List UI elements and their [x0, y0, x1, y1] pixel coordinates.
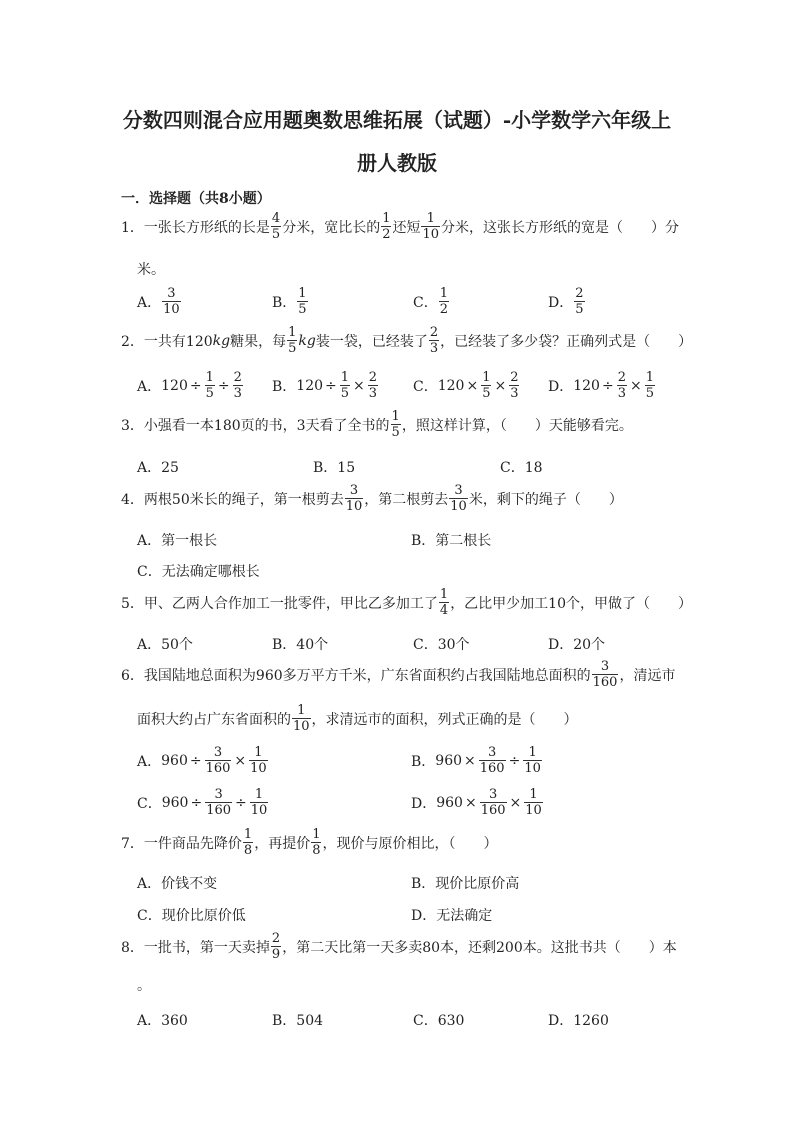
question-7: 7．一件商品先降价 $\frac{1}{8}$ ，再提价 $\frac{1}{8}$ ，现价与原价相比，（ ） [121, 827, 498, 858]
q3-option-b: B．15 [313, 460, 356, 476]
q6-option-c: C． 960 ÷ $\frac{3}{160}$ ÷ $\frac{1}{10}$ [137, 787, 268, 818]
fraction: $\frac{4}{5}$ [271, 211, 281, 242]
fraction: $\frac{1}{10}$ [422, 211, 440, 242]
question-1: 1．一张长方形纸的长是 $\frac{4}{5}$ 分米，宽比长的 $\frac{1}{2}$ 还短 $\frac{1}{10}$ 分米，这张长方形纸的宽是（ ）分 [121, 211, 680, 242]
doc-title-line2: 册人教版 [357, 151, 437, 175]
fraction: $\frac{2}{3}$ [429, 325, 439, 356]
q4-option-c: C．无法确定哪根长 [137, 564, 260, 580]
doc-title-line1: 分数四则混合应用题奥数思维拓展（试题）-小学数学六年级上 [122, 108, 672, 132]
q5-option-b: B．40个 [272, 637, 329, 653]
question-6-cont: 面积大约占广东省面积的 $\frac{1}{10}$ ，求清远市的面积，列式正确的是（ ） [137, 703, 578, 734]
q7-option-a: A．价钱不变 [137, 876, 218, 892]
q1-option-a: A． $\frac{3}{10}$ [137, 286, 180, 317]
q5-option-c: C．30个 [413, 637, 470, 653]
section-heading: 一．选择题（共8小题） [121, 191, 271, 207]
q5-option-a: A．50个 [137, 637, 193, 653]
fraction: $\frac{2}{9}$ [271, 931, 281, 962]
fraction: $\frac{1}{5}$ [391, 409, 400, 440]
q6-option-a: A． 960 ÷ $\frac{3}{160}$ × $\frac{1}{10}$ [137, 745, 267, 776]
fraction: $\frac{1}{8}$ [243, 827, 253, 858]
question-3: 3．小强看一本180页的书，3天看了全书的 $\frac{1}{5}$ ，照这样计算，（ ）天能够看完。 [121, 409, 633, 440]
fraction: $\frac{3}{160}$ [592, 659, 618, 690]
q1-option-b: B． $\frac{1}{5}$ [272, 286, 307, 317]
question-8-cont: 。 [137, 978, 151, 994]
q7-option-c: C．现价比原价低 [137, 908, 246, 924]
question-6: 6．我国陆地总面积为960多万平方千米，广东省面积约占我国陆地总面积的 $\frac{3}{160}$ ，清远市 [121, 659, 676, 690]
q4-option-b: B．第二根长 [411, 533, 492, 549]
q5-option-d: D．20个 [548, 637, 606, 653]
question-2: 2．一共有120 kg 糖果，每 $\frac{1}{5}$ kg 装一袋，已经装了 $\frac{2}{3}$ ，已经装了多少袋？正确列式是（ ） [121, 325, 693, 356]
q1-option-c: C． $\frac{1}{2}$ [413, 286, 448, 317]
q6-option-d: D． 960 × $\frac{3}{160}$ × $\frac{1}{10}$ [411, 787, 542, 818]
q4-option-a: A．第一根长 [137, 533, 218, 549]
q2-option-a: A． 120 ÷ $\frac{1}{5}$ ÷ $\frac{2}{3}$ [137, 370, 242, 401]
question-8: 8．一批书，第一天卖掉 $\frac{2}{9}$ ，第二天比第一天多卖80本，还剩200本。这批书共（ ）本 [121, 931, 677, 962]
q8-option-b: B．504 [272, 1013, 324, 1029]
q3-option-a: A．25 [137, 460, 179, 476]
question-4: 4．两根50米长的绳子，第一根剪去 $\frac{3}{10}$ ，第二根剪去 $\frac{3}{10}$ 米，剩下的绳子（ ） [121, 483, 623, 514]
q2-option-c: C． 120 × $\frac{1}{5}$ × $\frac{2}{3}$ [413, 370, 519, 401]
fraction: $\frac{1}{10}$ [293, 703, 310, 734]
question-5: 5．甲、乙两人合作加工一批零件，甲比乙多加工了 $\frac{1}{4}$ ，乙比甲少加工10个，甲做了（ ） [121, 587, 693, 618]
q6-option-b: B． 960 × $\frac{3}{160}$ ÷ $\frac{1}{10}$ [411, 745, 541, 776]
q2-option-d: D． 120 ÷ $\frac{2}{3}$ × $\frac{1}{5}$ [548, 370, 654, 401]
q7-option-d: D．无法确定 [411, 908, 493, 924]
fraction: $\frac{3}{10}$ [345, 483, 363, 514]
q8-option-c: C．630 [413, 1013, 465, 1029]
q8-option-d: D．1260 [548, 1013, 609, 1029]
q3-option-c: C．18 [500, 460, 543, 476]
fraction: $\frac{1}{5}$ [288, 325, 297, 356]
fraction: $\frac{1}{4}$ [439, 587, 449, 618]
question-1-cont: 米。 [137, 262, 165, 278]
fraction: $\frac{3}{10}$ [450, 483, 467, 514]
q8-option-a: A．360 [137, 1013, 188, 1029]
q1-option-d: D． $\frac{2}{5}$ [548, 286, 584, 317]
fraction: $\frac{1}{8}$ [312, 827, 321, 858]
fraction: $\frac{1}{2}$ [382, 211, 391, 242]
q7-option-b: B．现价比原价高 [411, 876, 520, 892]
q2-option-b: B． 120 ÷ $\frac{1}{5}$ × $\frac{2}{3}$ [272, 370, 378, 401]
